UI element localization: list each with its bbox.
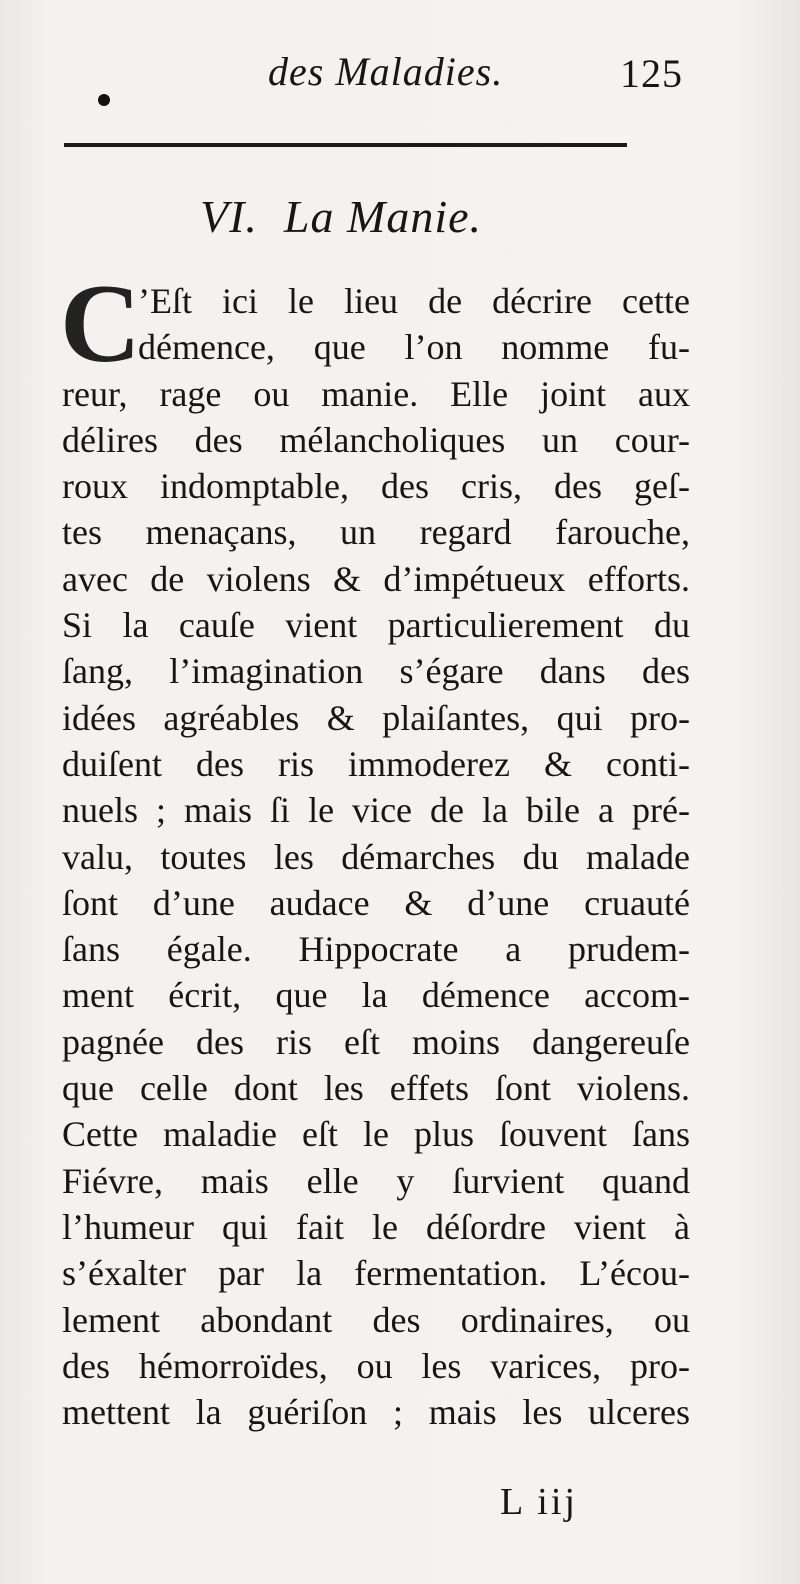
chapter-number: VI. — [200, 191, 258, 242]
text-line: s’éxalter par la fermentation. L’écou- — [62, 1253, 690, 1294]
running-title: des Maladies. — [268, 49, 504, 94]
header-rule — [64, 143, 627, 147]
text-line: l’humeur qui fait le déſordre vient à — [62, 1206, 690, 1247]
text-line: lement abondant des ordinaires, ou — [62, 1299, 690, 1340]
text-line: ſans égale. Hippocrate a prudem- — [62, 929, 690, 970]
signature-mark: L iij — [500, 1481, 578, 1523]
text-line: délires des mélancholiques un cour- — [62, 419, 690, 460]
text-line: Si la cauſe vient particulierement du — [62, 605, 690, 646]
text-line: idées agréables & plaiſantes, qui pro- — [62, 697, 690, 738]
body-text — [60, 262, 690, 1435]
text-line: valu, toutes les démarches du malade — [62, 836, 690, 877]
text-line: ſont d’une audace & d’une cruauté — [62, 882, 690, 923]
text-line: des hémorroïdes, ou les varices, pro- — [62, 1345, 690, 1386]
text-line: que celle dont les effets ſont violens. — [62, 1068, 690, 1109]
text-line: tes menaçans, un regard farouche, — [62, 512, 690, 553]
text-line: nuels ; mais ſi le vice de la bile a pré- — [62, 790, 690, 831]
text-line: Fiévre, mais elle y ſurvient quand — [62, 1160, 690, 1201]
text-line: démence, que l’on nomme fu- — [138, 327, 690, 368]
chapter-title: La Manie. — [283, 191, 483, 242]
chapter-heading — [200, 190, 482, 243]
page-number: 125 — [620, 51, 683, 96]
ink-dot — [98, 94, 110, 106]
running-head — [0, 46, 800, 106]
text-line: ſang, l’imagination s’égare dans des — [62, 651, 690, 692]
text-line: mettent la guériſon ; mais les ulceres — [62, 1392, 690, 1433]
text-line: roux indomptable, des cris, des geſ- — [62, 466, 690, 507]
text-line: ment écrit, que la démence accom- — [62, 975, 690, 1016]
text-line: avec de violens & d’impétueux efforts. — [62, 558, 690, 599]
text-line: Cette maladie eſt le plus ſouvent ſans — [62, 1114, 690, 1155]
drop-cap: C — [60, 262, 141, 386]
text-line: duiſent des ris immoderez & conti- — [62, 743, 690, 784]
text-line: ’Eſt ici le lieu de décrire cette — [138, 281, 690, 321]
text-line: pagnée des ris eſt moins dangereuſe — [62, 1021, 690, 1062]
text-line: reur, rage ou manie. Elle joint aux — [62, 373, 690, 414]
